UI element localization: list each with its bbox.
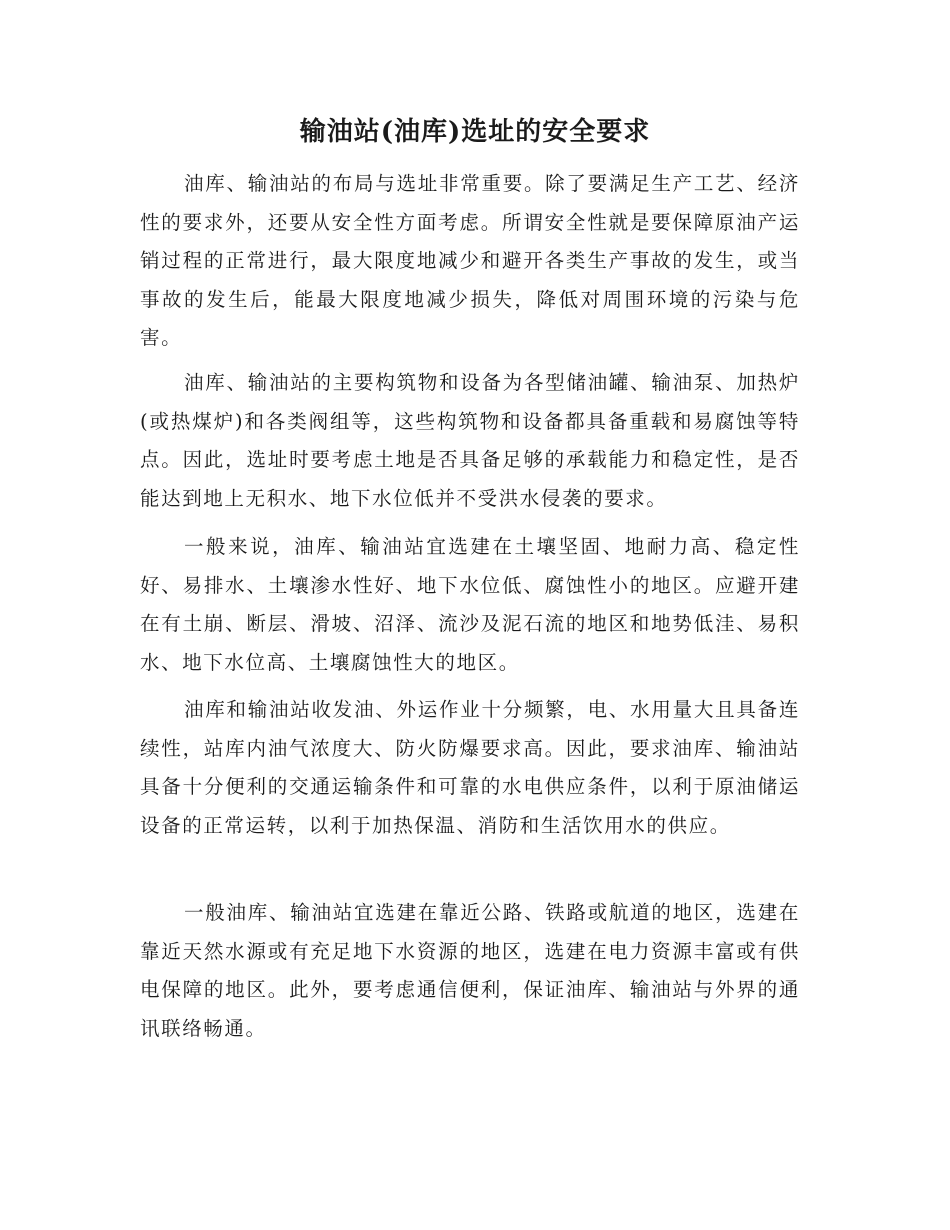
paragraph-transport-and-utilities: 油库和输油站收发油、外运作业十分频繁，电、水用量大且具备连续性，站库内油气浓度大、防火防爆要求高。因此，要求油库、输油站具备十分便利的交通运输条件和可靠的水电供应条件，以利于原油储运设备的正常运转，以利于加热保温、消防和生活饮用水的供应。 <box>140 698 800 837</box>
document-title: 输油站(油库)选址的安全要求 <box>299 117 651 147</box>
paragraph-site-selection-importance: 油库、输油站的布局与选址非常重要。除了要满足生产工艺、经济性的要求外，还要从安全性方面考虑。所谓安全性就是要保障原油产运销过程的正常进行，最大限度地减少和避开各类生产事故的发生，或当事故的发生后，能最大限度地减少损失，降低对周围环境的污染与危害。 <box>140 172 800 349</box>
paragraph-location-recommendations: 一般油库、输油站宜选建在靠近公路、铁路或航道的地区，选建在靠近天然水源或有充足地下水资源的地区，选建在电力资源丰富或有供电保障的地区。此外，要考虑通信便利，保证油库、输油站与外界的通讯联络畅通。 <box>140 901 800 1040</box>
paragraph-soil-conditions: 一般来说，油库、输油站宜选建在土壤坚固、地耐力高、稳定性好、易排水、土壤渗水性好、地下水位低、腐蚀性小的地区。应避开建在有土崩、断层、滑坡、沼泽、流沙及泥石流的地区和地势低洼、易积水、地下水位高、土壤腐蚀性大的地区。 <box>140 535 800 674</box>
paragraph-structures-and-equipment: 油库、输油站的主要构筑物和设备为各型储油罐、输油泵、加热炉(或热煤炉)和各类阀组等，这些构筑物和设备都具备重载和易腐蚀等特点。因此，选址时要考虑土地是否具备足够的承载能力和稳定性，是否能达到地上无积水、地下水位低并不受洪水侵袭的要求。 <box>140 371 800 510</box>
